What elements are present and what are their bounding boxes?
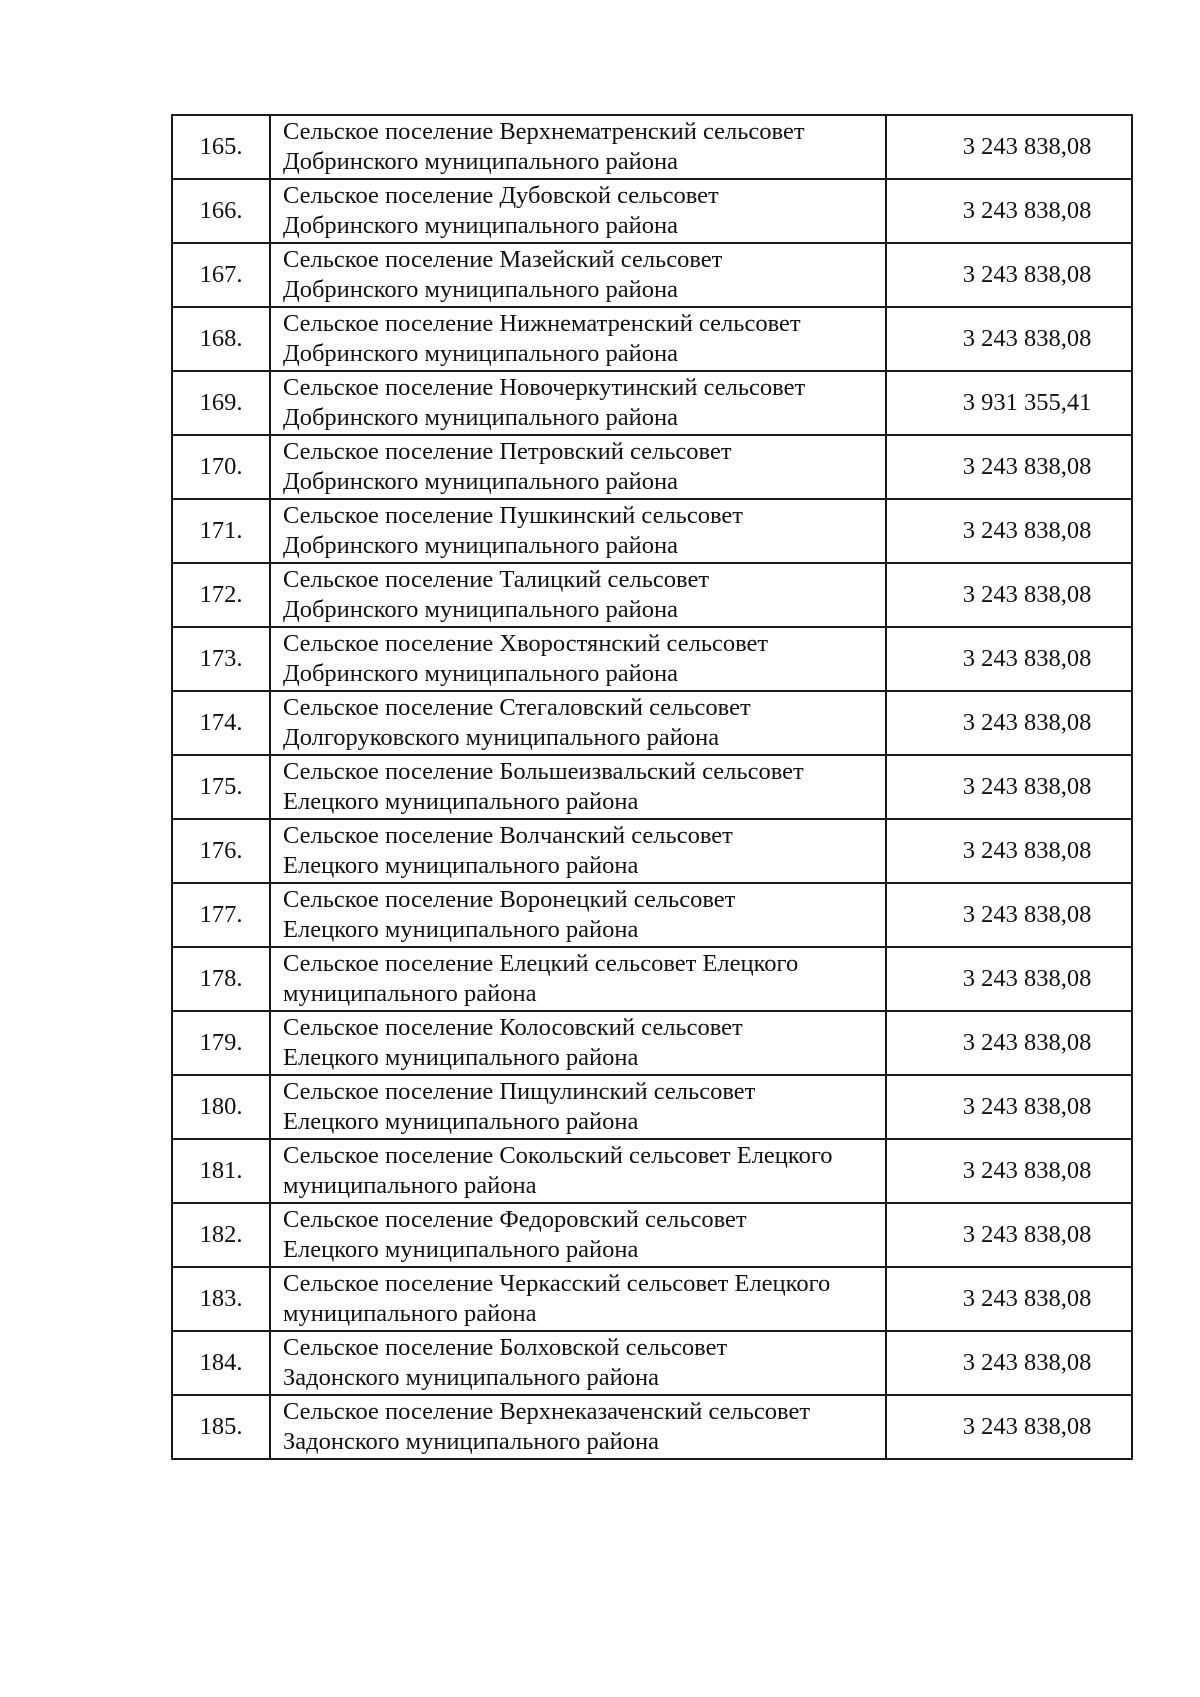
table-row <box>172 691 1132 755</box>
row-number: 171. <box>172 499 270 563</box>
table-row <box>172 307 1132 371</box>
settlement-name <box>270 627 886 691</box>
table-row <box>172 883 1132 947</box>
settlement-name-line-2: Добринского муниципального района <box>283 468 678 495</box>
settlement-name-line-1: Сельское поселение Талицкий сельсовет <box>283 566 710 593</box>
settlement-name-line-1: Сельское поселение Новочеркутинский сельсовет <box>283 374 806 401</box>
row-number: 182. <box>172 1203 270 1267</box>
allocation-amount: 3 243 838,08 <box>886 627 1132 691</box>
settlement-name <box>270 243 886 307</box>
settlement-name-line-2: муниципального района <box>283 980 537 1007</box>
allocation-table-body <box>172 115 1132 1459</box>
table-row <box>172 1395 1132 1459</box>
settlement-name-line-1: Сельское поселение Пушкинский сельсовет <box>283 502 743 529</box>
settlement-name-line-1: Сельское поселение Дубовской сельсовет <box>283 182 719 209</box>
row-number: 176. <box>172 819 270 883</box>
allocation-amount: 3 243 838,08 <box>886 1139 1132 1203</box>
settlement-name <box>270 819 886 883</box>
settlement-name-line-2: Елецкого муниципального района <box>283 916 639 943</box>
row-number: 168. <box>172 307 270 371</box>
allocation-table <box>171 114 1133 1460</box>
row-number: 167. <box>172 243 270 307</box>
settlement-name-line-2: Добринского муниципального района <box>283 532 678 559</box>
settlement-name-line-1: Сельское поселение Петровский сельсовет <box>283 438 732 465</box>
allocation-amount: 3 931 355,41 <box>886 371 1132 435</box>
settlement-name <box>270 179 886 243</box>
settlement-name-line-2: Добринского муниципального района <box>283 596 678 623</box>
settlement-name-line-2: муниципального района <box>283 1300 537 1327</box>
row-number: 166. <box>172 179 270 243</box>
settlement-name-line-2: Елецкого муниципального района <box>283 1236 639 1263</box>
settlement-name-line-2: Елецкого муниципального района <box>283 852 639 879</box>
settlement-name <box>270 1203 886 1267</box>
settlement-name-line-2: Добринского муниципального района <box>283 340 678 367</box>
row-number: 165. <box>172 115 270 179</box>
settlement-name <box>270 1075 886 1139</box>
allocation-amount: 3 243 838,08 <box>886 563 1132 627</box>
allocation-amount: 3 243 838,08 <box>886 1267 1132 1331</box>
settlement-name-line-1: Сельское поселение Черкасский сельсовет Елецкого <box>283 1270 831 1297</box>
settlement-name <box>270 691 886 755</box>
settlement-name-line-1: Сельское поселение Воронецкий сельсовет <box>283 886 736 913</box>
settlement-name-line-1: Сельское поселение Волчанский сельсовет <box>283 822 733 849</box>
allocation-amount: 3 243 838,08 <box>886 243 1132 307</box>
row-number: 180. <box>172 1075 270 1139</box>
row-number: 183. <box>172 1267 270 1331</box>
settlement-name-line-2: Задонского муниципального района <box>283 1428 660 1455</box>
row-number: 174. <box>172 691 270 755</box>
allocation-amount: 3 243 838,08 <box>886 435 1132 499</box>
row-number: 172. <box>172 563 270 627</box>
table-row <box>172 1075 1132 1139</box>
row-number: 173. <box>172 627 270 691</box>
row-number: 177. <box>172 883 270 947</box>
settlement-name-line-1: Сельское поселение Стегаловский сельсовет <box>283 694 751 721</box>
settlement-name-line-1: Сельское поселение Большеизвальский сельсовет <box>283 758 804 785</box>
allocation-amount: 3 243 838,08 <box>886 307 1132 371</box>
settlement-name-line-2: Добринского муниципального района <box>283 660 678 687</box>
table-row <box>172 243 1132 307</box>
table-row <box>172 755 1132 819</box>
allocation-amount: 3 243 838,08 <box>886 1331 1132 1395</box>
settlement-name <box>270 1331 886 1395</box>
allocation-amount: 3 243 838,08 <box>886 1203 1132 1267</box>
table-row <box>172 115 1132 179</box>
settlement-name-line-1: Сельское поселение Федоровский сельсовет <box>283 1206 747 1233</box>
allocation-amount: 3 243 838,08 <box>886 755 1132 819</box>
allocation-amount: 3 243 838,08 <box>886 691 1132 755</box>
settlement-name-line-1: Сельское поселение Хворостянский сельсовет <box>283 630 769 657</box>
settlement-name-line-2: Задонского муниципального района <box>283 1364 660 1391</box>
settlement-name-line-1: Сельское поселение Елецкий сельсовет Елецкого <box>283 950 799 977</box>
settlement-name <box>270 1011 886 1075</box>
settlement-name-line-2: Добринского муниципального района <box>283 148 678 175</box>
settlement-name <box>270 499 886 563</box>
settlement-name-line-1: Сельское поселение Нижнематренский сельсовет <box>283 310 801 337</box>
allocation-amount: 3 243 838,08 <box>886 1075 1132 1139</box>
allocation-amount: 3 243 838,08 <box>886 179 1132 243</box>
settlement-name <box>270 115 886 179</box>
table-row <box>172 1139 1132 1203</box>
row-number: 179. <box>172 1011 270 1075</box>
allocation-amount: 3 243 838,08 <box>886 883 1132 947</box>
settlement-name-line-2: Елецкого муниципального района <box>283 788 639 815</box>
table-row <box>172 1203 1132 1267</box>
settlement-name <box>270 307 886 371</box>
table-row <box>172 179 1132 243</box>
settlement-name-line-1: Сельское поселение Верхнеказаченский сельсовет <box>283 1398 811 1425</box>
row-number: 170. <box>172 435 270 499</box>
table-row <box>172 1267 1132 1331</box>
table-row <box>172 435 1132 499</box>
row-number: 184. <box>172 1331 270 1395</box>
table-row <box>172 819 1132 883</box>
settlement-name-line-1: Сельское поселение Колосовский сельсовет <box>283 1014 743 1041</box>
allocation-amount: 3 243 838,08 <box>886 819 1132 883</box>
allocation-amount: 3 243 838,08 <box>886 947 1132 1011</box>
settlement-name-line-2: муниципального района <box>283 1172 537 1199</box>
table-row <box>172 499 1132 563</box>
row-number: 178. <box>172 947 270 1011</box>
table-row <box>172 627 1132 691</box>
settlement-name-line-1: Сельское поселение Пищулинский сельсовет <box>283 1078 756 1105</box>
allocation-amount: 3 243 838,08 <box>886 115 1132 179</box>
settlement-name-line-2: Добринского муниципального района <box>283 212 678 239</box>
settlement-name-line-2: Добринского муниципального района <box>283 276 678 303</box>
settlement-name <box>270 1395 886 1459</box>
settlement-name-line-2: Добринского муниципального района <box>283 404 678 431</box>
settlement-name-line-2: Долгоруковского муниципального района <box>283 724 720 751</box>
row-number: 185. <box>172 1395 270 1459</box>
table-row <box>172 371 1132 435</box>
settlement-name <box>270 1139 886 1203</box>
settlement-name-line-2: Елецкого муниципального района <box>283 1044 639 1071</box>
row-number: 169. <box>172 371 270 435</box>
table-row <box>172 947 1132 1011</box>
settlement-name-line-1: Сельское поселение Болховской сельсовет <box>283 1334 728 1361</box>
settlement-name-line-1: Сельское поселение Мазейский сельсовет <box>283 246 723 273</box>
allocation-amount: 3 243 838,08 <box>886 1011 1132 1075</box>
settlement-name <box>270 563 886 627</box>
settlement-name <box>270 883 886 947</box>
allocation-amount: 3 243 838,08 <box>886 1395 1132 1459</box>
settlement-name <box>270 435 886 499</box>
settlement-name <box>270 947 886 1011</box>
allocation-amount: 3 243 838,08 <box>886 499 1132 563</box>
table-row <box>172 1331 1132 1395</box>
settlement-name-line-1: Сельское поселение Сокольский сельсовет Елецкого <box>283 1142 833 1169</box>
settlement-name <box>270 1267 886 1331</box>
settlement-name-line-1: Сельское поселение Верхнематренский сельсовет <box>283 118 805 145</box>
table-row <box>172 1011 1132 1075</box>
settlement-name <box>270 371 886 435</box>
row-number: 181. <box>172 1139 270 1203</box>
settlement-name <box>270 755 886 819</box>
table-row <box>172 563 1132 627</box>
settlement-name-line-2: Елецкого муниципального района <box>283 1108 639 1135</box>
row-number: 175. <box>172 755 270 819</box>
